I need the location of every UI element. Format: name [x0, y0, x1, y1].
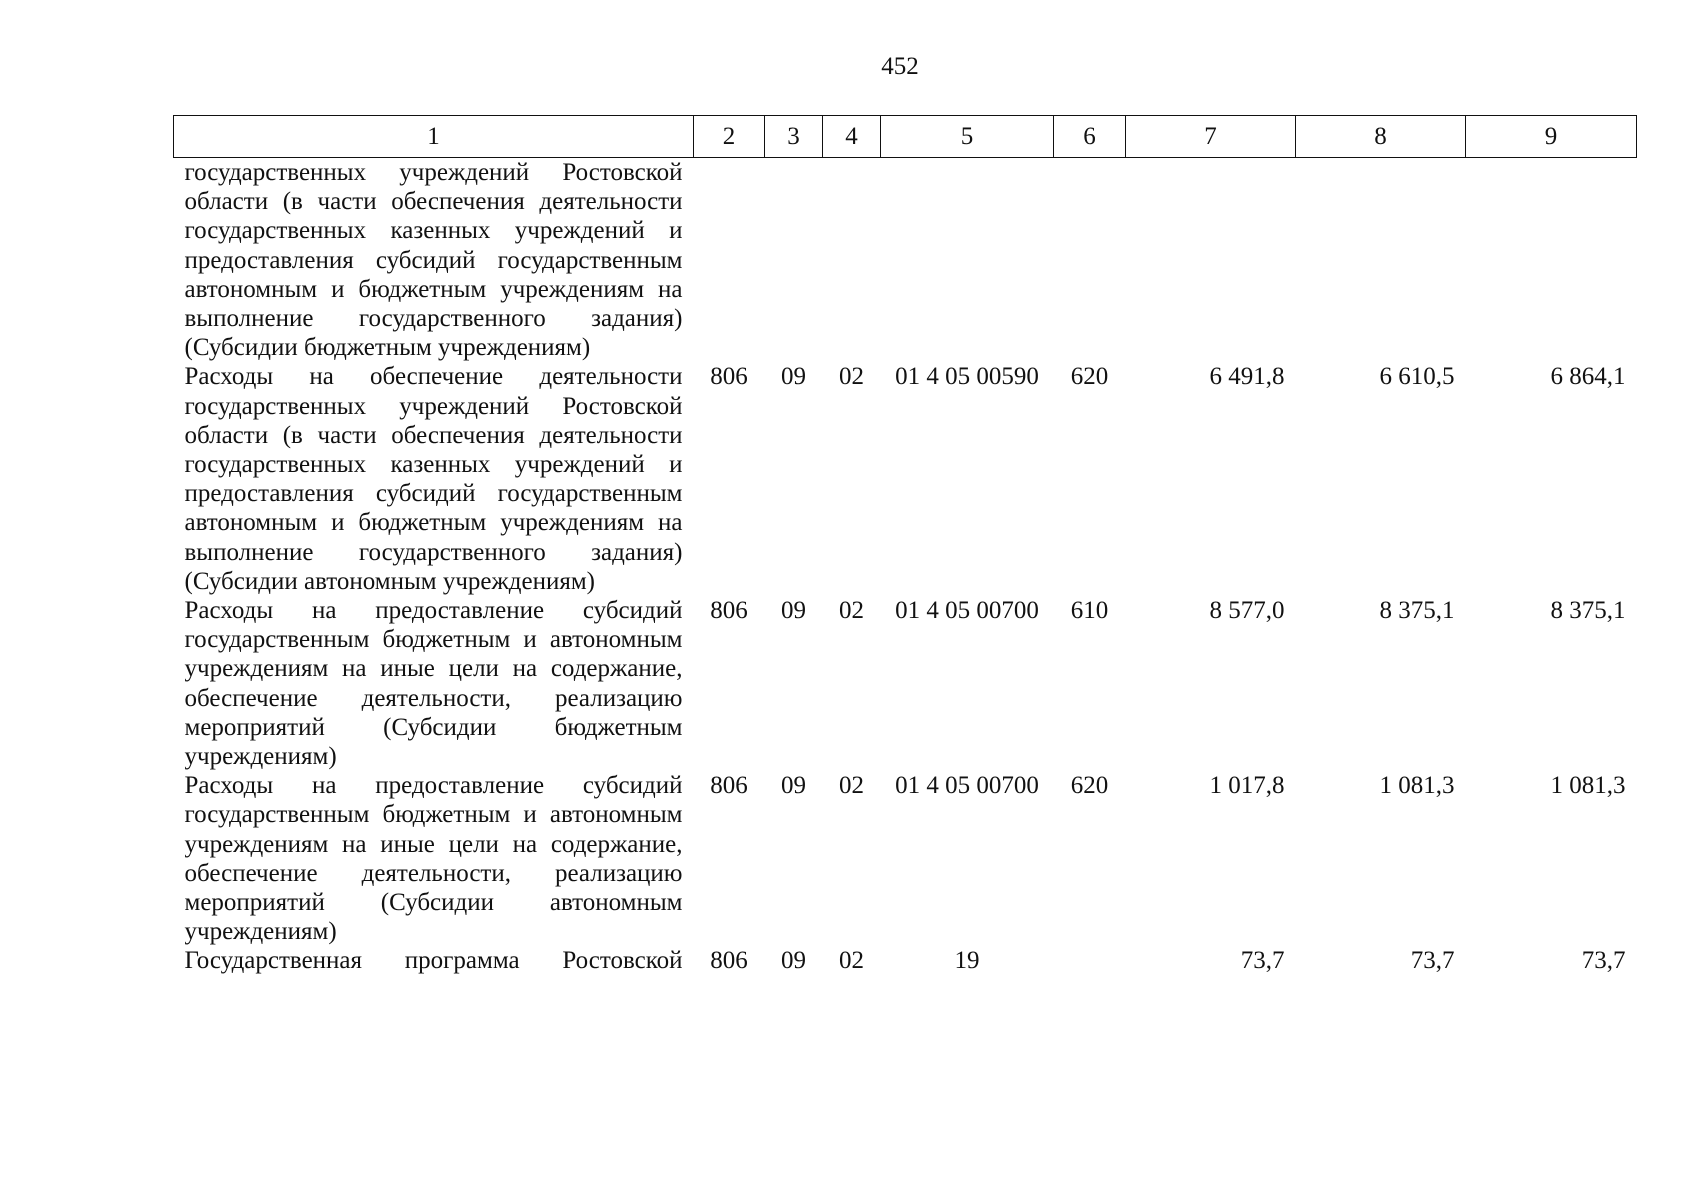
cell-amount-7: 73,7	[1240, 947, 1285, 975]
header-col-3: 3	[765, 116, 823, 158]
header-col-9: 9	[1466, 116, 1637, 158]
cell-expense-type	[1054, 158, 1126, 363]
cell-expense-type: 610	[1070, 597, 1109, 625]
cell-amount-8: 1 081,3	[1379, 772, 1455, 800]
cell-target-article	[881, 158, 1054, 363]
header-col-5: 5	[881, 116, 1054, 158]
table-row	[174, 946, 1637, 975]
cell-subsection-code: 02	[839, 363, 864, 391]
table-header	[174, 116, 1637, 158]
cell-expense-type	[1054, 946, 1126, 975]
cell-ministry-code: 806	[710, 772, 748, 800]
cell-subsection-code: 02	[839, 947, 864, 975]
cell-subsection-code: 02	[839, 772, 864, 800]
cell-subsection-code	[823, 158, 881, 363]
cell-amount-7: 6 491,8	[1209, 363, 1285, 391]
cell-ministry-code: 806	[710, 363, 748, 391]
header-col-4: 4	[823, 116, 881, 158]
cell-amount-8	[1296, 158, 1466, 363]
cell-target-article: 19	[954, 947, 980, 975]
cell-ministry-code	[694, 158, 765, 363]
table-row	[174, 596, 1637, 771]
cell-amount-9	[1466, 158, 1637, 363]
cell-section-code: 09	[781, 947, 806, 975]
cell-ministry-code: 806	[710, 947, 748, 975]
cell-amount-8: 8 375,1	[1379, 597, 1455, 625]
table-row	[174, 158, 1637, 363]
row-description: Расходы на предоставление субсидий государственным бюджетным и автономным учреждениям на иные цели на содержание, обеспечение деятельности, реализацию мероприятий (Субсидии автономным учреждениям)	[184, 772, 683, 946]
cell-section-code: 09	[781, 772, 806, 800]
cell-amount-9: 6 864,1	[1550, 363, 1626, 391]
page-number: 452	[881, 53, 919, 80]
cell-amount-9: 73,7	[1581, 947, 1626, 975]
header-col-8: 8	[1296, 116, 1466, 158]
cell-section-code: 09	[781, 597, 806, 625]
row-description: Расходы на обеспечение деятельности государственных учреждений Ростовской области (в части обеспечения деятельности государственных казенных учреждений и предоставления субсидий государственным автономным и бюджетным учреждениям на выполнение государственного задания) (Субсидии автономным учреждениям)	[184, 363, 683, 595]
table-row	[174, 771, 1637, 946]
cell-amount-8: 6 610,5	[1379, 363, 1455, 391]
row-description: Государственная программа Ростовской	[184, 947, 683, 975]
row-description: государственных учреждений Ростовской области (в части обеспечения деятельности государственных казенных учреждений и предоставления субсидий государственным автономным и бюджетным учреждениям на выполнение государственного задания) (Субсидии бюджетным учреждениям)	[184, 159, 683, 362]
cell-target-article: 01 4 05 00700	[895, 597, 1039, 625]
header-col-6: 6	[1054, 116, 1126, 158]
cell-section-code	[765, 158, 823, 363]
cell-amount-9: 1 081,3	[1550, 772, 1626, 800]
row-description: Расходы на предоставление субсидий государственным бюджетным и автономным учреждениям на иные цели на содержание, обеспечение деятельности, реализацию мероприятий (Субсидии бюджетным учреждениям)	[184, 597, 683, 771]
cell-expense-type: 620	[1070, 363, 1109, 391]
cell-ministry-code: 806	[710, 597, 748, 625]
cell-amount-8: 73,7	[1410, 947, 1455, 975]
cell-subsection-code: 02	[839, 597, 864, 625]
cell-section-code: 09	[781, 363, 806, 391]
cell-amount-7	[1126, 158, 1296, 363]
cell-expense-type: 620	[1070, 772, 1109, 800]
header-row	[174, 116, 1637, 158]
header-col-1: 1	[174, 116, 694, 158]
table-body	[174, 158, 1637, 976]
table-row	[174, 362, 1637, 596]
cell-target-article: 01 4 05 00700	[895, 772, 1039, 800]
cell-target-article: 01 4 05 00590	[895, 363, 1039, 391]
cell-amount-9: 8 375,1	[1550, 597, 1626, 625]
header-col-2: 2	[694, 116, 765, 158]
cell-amount-7: 1 017,8	[1209, 772, 1285, 800]
budget-table	[173, 115, 1637, 976]
header-col-7: 7	[1126, 116, 1296, 158]
cell-amount-7: 8 577,0	[1209, 597, 1285, 625]
